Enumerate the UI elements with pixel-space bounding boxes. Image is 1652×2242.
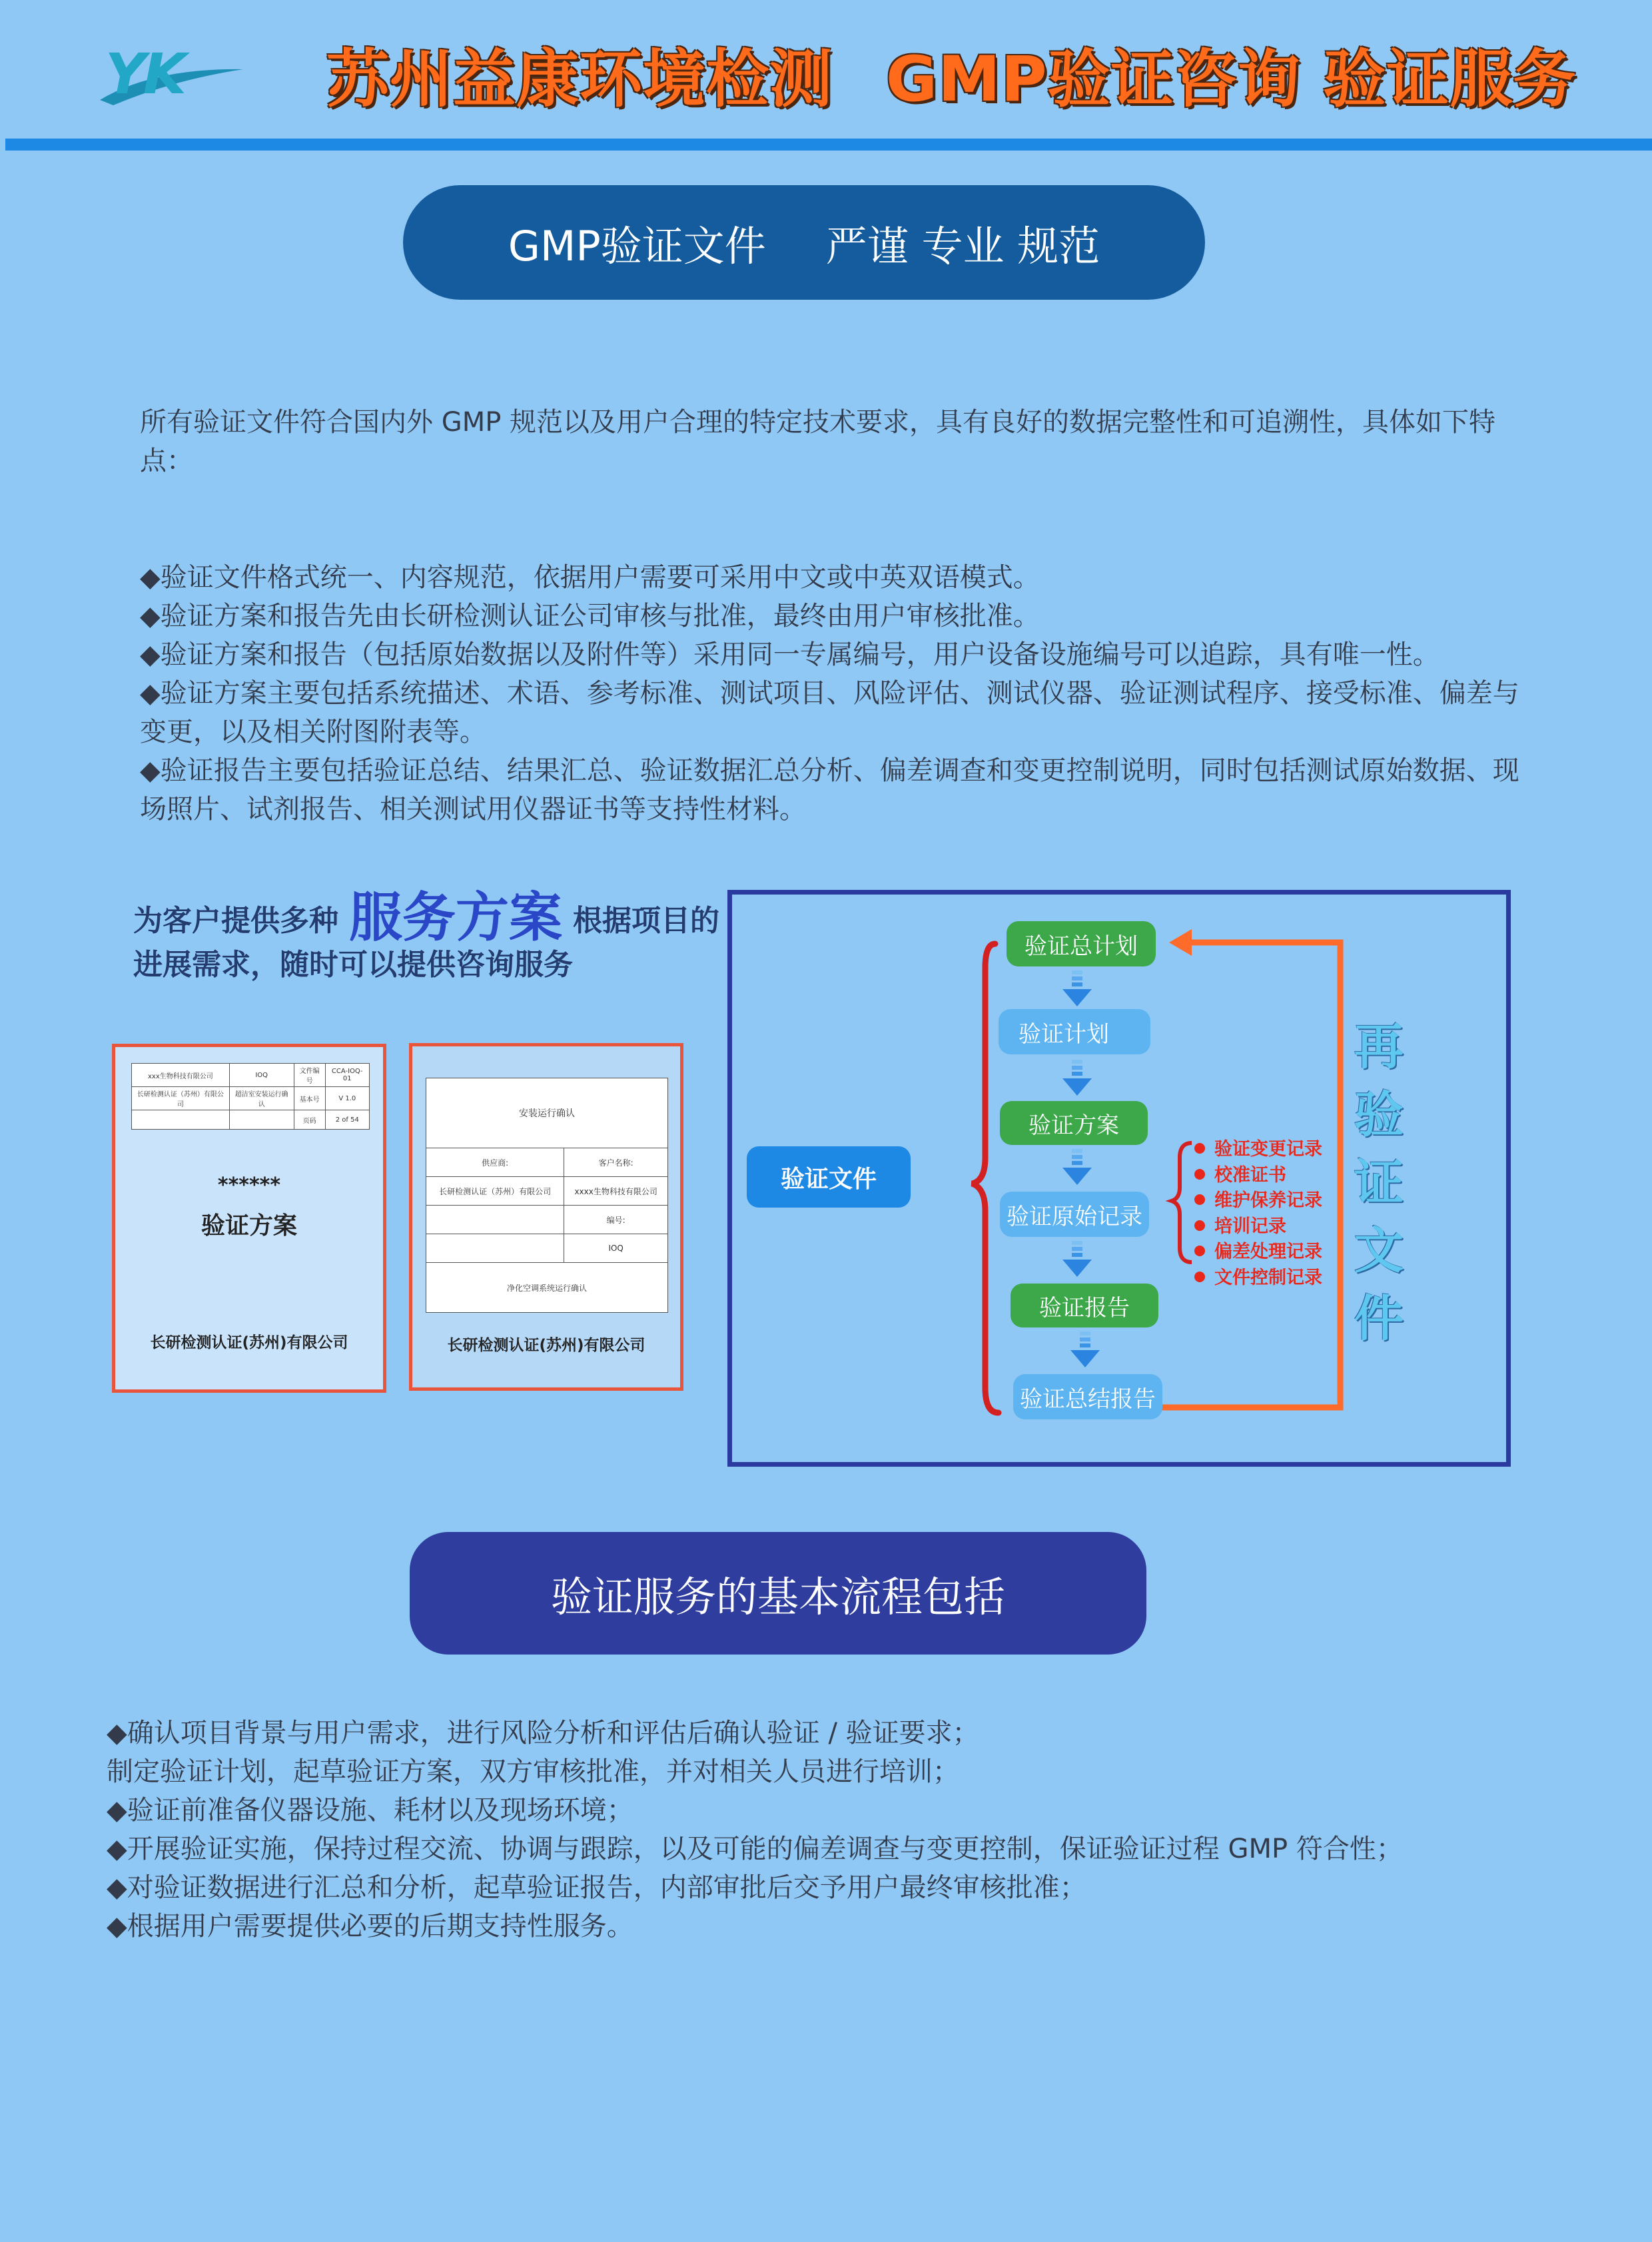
- process-item: ◆开展验证实施，保持过程交流、协调与跟踪，以及可能的偏差调查与变更控制，保证验证过程 GMP 符合性；: [107, 1834, 1403, 1864]
- system-name: 净化空调系统运行确认: [426, 1263, 668, 1313]
- table-cell: [132, 1110, 230, 1130]
- bullet-dot-icon: [1194, 1272, 1205, 1282]
- company-logo: [93, 41, 246, 115]
- table-cell: V 1.0: [325, 1087, 369, 1110]
- customer-label: 客户名称:: [564, 1148, 668, 1177]
- number-label: 编号:: [564, 1206, 668, 1234]
- feature-item: ◆验证文件格式统一、内容规范，依据用户需要可采用中文或中英双语模式。: [140, 562, 1040, 593]
- record-label: 验证变更记录: [1214, 1139, 1322, 1160]
- table-cell: 页码: [294, 1110, 325, 1130]
- revalidation-char: 验: [1354, 1086, 1404, 1144]
- installation-qualification-cover: [409, 1043, 683, 1391]
- revalidation-char: 文: [1354, 1222, 1404, 1280]
- doc-company: 长研检测认证(苏州)有限公司: [447, 1337, 645, 1354]
- record-item: [1194, 1188, 1322, 1214]
- process-list: [107, 1714, 1572, 1946]
- table-cell: xxx生物科技有限公司: [132, 1064, 230, 1087]
- table-cell: 基本号: [294, 1087, 325, 1110]
- process-item: ◆对验证数据进行汇总和分析，起草验证报告，内部审批后交予用户最终审核批准；: [107, 1872, 1086, 1903]
- service-text-post: 根据项目的进展需求，随时可以提供咨询服务: [133, 904, 719, 982]
- bullet-dot-icon: [1194, 1246, 1205, 1256]
- record-label: 偏差处理记录: [1214, 1242, 1322, 1262]
- table-cell: 超洁室安装运行确认: [229, 1087, 294, 1110]
- process-item: ◆根据用户需要提供必要的后期支持性服务。: [107, 1911, 633, 1942]
- down-arrow-icon: [1057, 1241, 1097, 1281]
- bullet-dot-icon: [1194, 1169, 1205, 1180]
- table-cell: IOQ: [229, 1064, 294, 1087]
- validation-document-diagram: [727, 890, 1511, 1467]
- table-cell: 2 of 54: [325, 1110, 369, 1130]
- step-report: 验证报告: [1011, 1284, 1158, 1327]
- service-text-pre: 为客户提供多种: [133, 904, 338, 938]
- supplier-label: 供应商:: [426, 1148, 564, 1177]
- table-cell: [426, 1206, 564, 1234]
- down-arrow-icon: [1057, 1060, 1097, 1100]
- record-item: [1194, 1137, 1322, 1163]
- doc-company: 长研检测认证(苏州)有限公司: [150, 1334, 348, 1351]
- customer-value: xxxx生物科技有限公司: [564, 1177, 668, 1206]
- validation-plan-cover: [112, 1044, 386, 1393]
- table-cell: [229, 1110, 294, 1130]
- table-cell: CCA-IOQ-01: [325, 1064, 369, 1087]
- record-item: [1194, 1214, 1322, 1240]
- down-arrow-icon: [1065, 1331, 1105, 1371]
- revalidation-char: 再: [1354, 1018, 1404, 1076]
- revalidation-char: 证: [1354, 1154, 1404, 1212]
- record-label: 校准证书: [1214, 1164, 1286, 1186]
- doc-title: 安装运行确认: [426, 1078, 668, 1148]
- record-label: 文件控制记录: [1214, 1267, 1322, 1288]
- banner-gmp-documents: [403, 185, 1205, 300]
- revalidation-label: [1349, 1013, 1409, 1353]
- doc-title: 验证方案: [201, 1212, 297, 1240]
- feature-item: ◆验证方案和报告（包括原始数据以及附件等）采用同一专属编号，用户设备设施编号可以追踪，具有唯一性。: [140, 639, 1440, 670]
- table-cell: 文件编号: [294, 1064, 325, 1087]
- feature-item: ◆验证方案和报告先由长研检测认证公司审核与批准，最终由用户审核批准。: [140, 601, 1040, 631]
- table-cell: [426, 1234, 564, 1263]
- step-summary-report: 验证总结报告: [1013, 1374, 1162, 1419]
- svg-text:YK: YK: [105, 41, 184, 107]
- process-item: ◆验证前准备仪器设施、耗材以及现场环境；: [107, 1795, 633, 1826]
- source-validation-documents: 验证文件: [747, 1146, 911, 1208]
- step-master-plan: 验证总计划: [1007, 921, 1156, 966]
- banner-service-process: 验证服务的基本流程包括: [410, 1532, 1146, 1655]
- bullet-dot-icon: [1194, 1143, 1205, 1154]
- record-item: [1194, 1163, 1322, 1189]
- feature-item: ◆验证报告主要包括验证总结、结果汇总、验证数据汇总分析、偏差调查和变更控制说明，同时包括测试原始数据、现场照片、试剂报告、相关测试用仪器证书等支持性材料。: [140, 755, 1519, 825]
- records-brace: [1172, 1143, 1192, 1262]
- step-raw-records: 验证原始记录: [1000, 1192, 1149, 1237]
- step-protocol: 验证方案: [1000, 1101, 1148, 1145]
- record-item: [1194, 1240, 1322, 1266]
- feature-item: ◆验证方案主要包括系统描述、术语、参考标准、测试项目、风险评估、测试仪器、验证测试程序、接受标准、偏差与变更，以及相关附图附表等。: [140, 678, 1519, 747]
- header-divider: [5, 139, 1652, 151]
- revalidation-char: 件: [1354, 1290, 1404, 1347]
- header-service-name: GMP验证咨询 验证服务: [886, 43, 1577, 116]
- intro-paragraph: 所有验证文件符合国内外 GMP 规范以及用户合理的特定技术要求，具有良好的数据完整性和可追溯性，具体如下特点：: [140, 407, 1496, 476]
- record-list: [1194, 1137, 1322, 1291]
- service-text-highlight: 服务方案: [349, 887, 562, 948]
- down-arrow-icon: [1057, 1149, 1097, 1189]
- record-label: 维护保养记录: [1214, 1190, 1322, 1211]
- doc-header-table: [131, 1063, 370, 1130]
- process-item: ◆确认项目背景与用户需求，进行风险分析和评估后确认验证 / 验证要求；: [107, 1718, 979, 1748]
- down-arrow-icon: [1057, 970, 1097, 1010]
- doc-stars: ******: [217, 1174, 281, 1197]
- record-item: [1194, 1266, 1322, 1292]
- supplier-value: 长研检测认证（苏州）有限公司: [426, 1177, 564, 1206]
- bullet-dot-icon: [1194, 1220, 1205, 1231]
- banner-title: GMP验证文件: [508, 221, 766, 270]
- brace-path: [972, 944, 999, 1413]
- number-value: IOQ: [564, 1234, 668, 1263]
- header-company-name: 苏州益康环境检测: [326, 43, 833, 116]
- bullet-dot-icon: [1194, 1194, 1205, 1205]
- banner-slogan: 严谨 专业 规范: [825, 221, 1100, 270]
- process-item: 制定验证计划，起草验证方案，双方审核批准，并对相关人员进行培训；: [107, 1756, 959, 1787]
- record-label: 培训记录: [1214, 1216, 1286, 1237]
- table-cell: 长研检测认证（苏州）有限公司: [132, 1087, 230, 1110]
- loop-arrow-head: [1169, 929, 1192, 956]
- service-plan-text: [133, 887, 719, 987]
- doc-info-table: [426, 1078, 668, 1313]
- feature-list: [140, 558, 1525, 829]
- step-plan: 验证计划: [999, 1009, 1150, 1054]
